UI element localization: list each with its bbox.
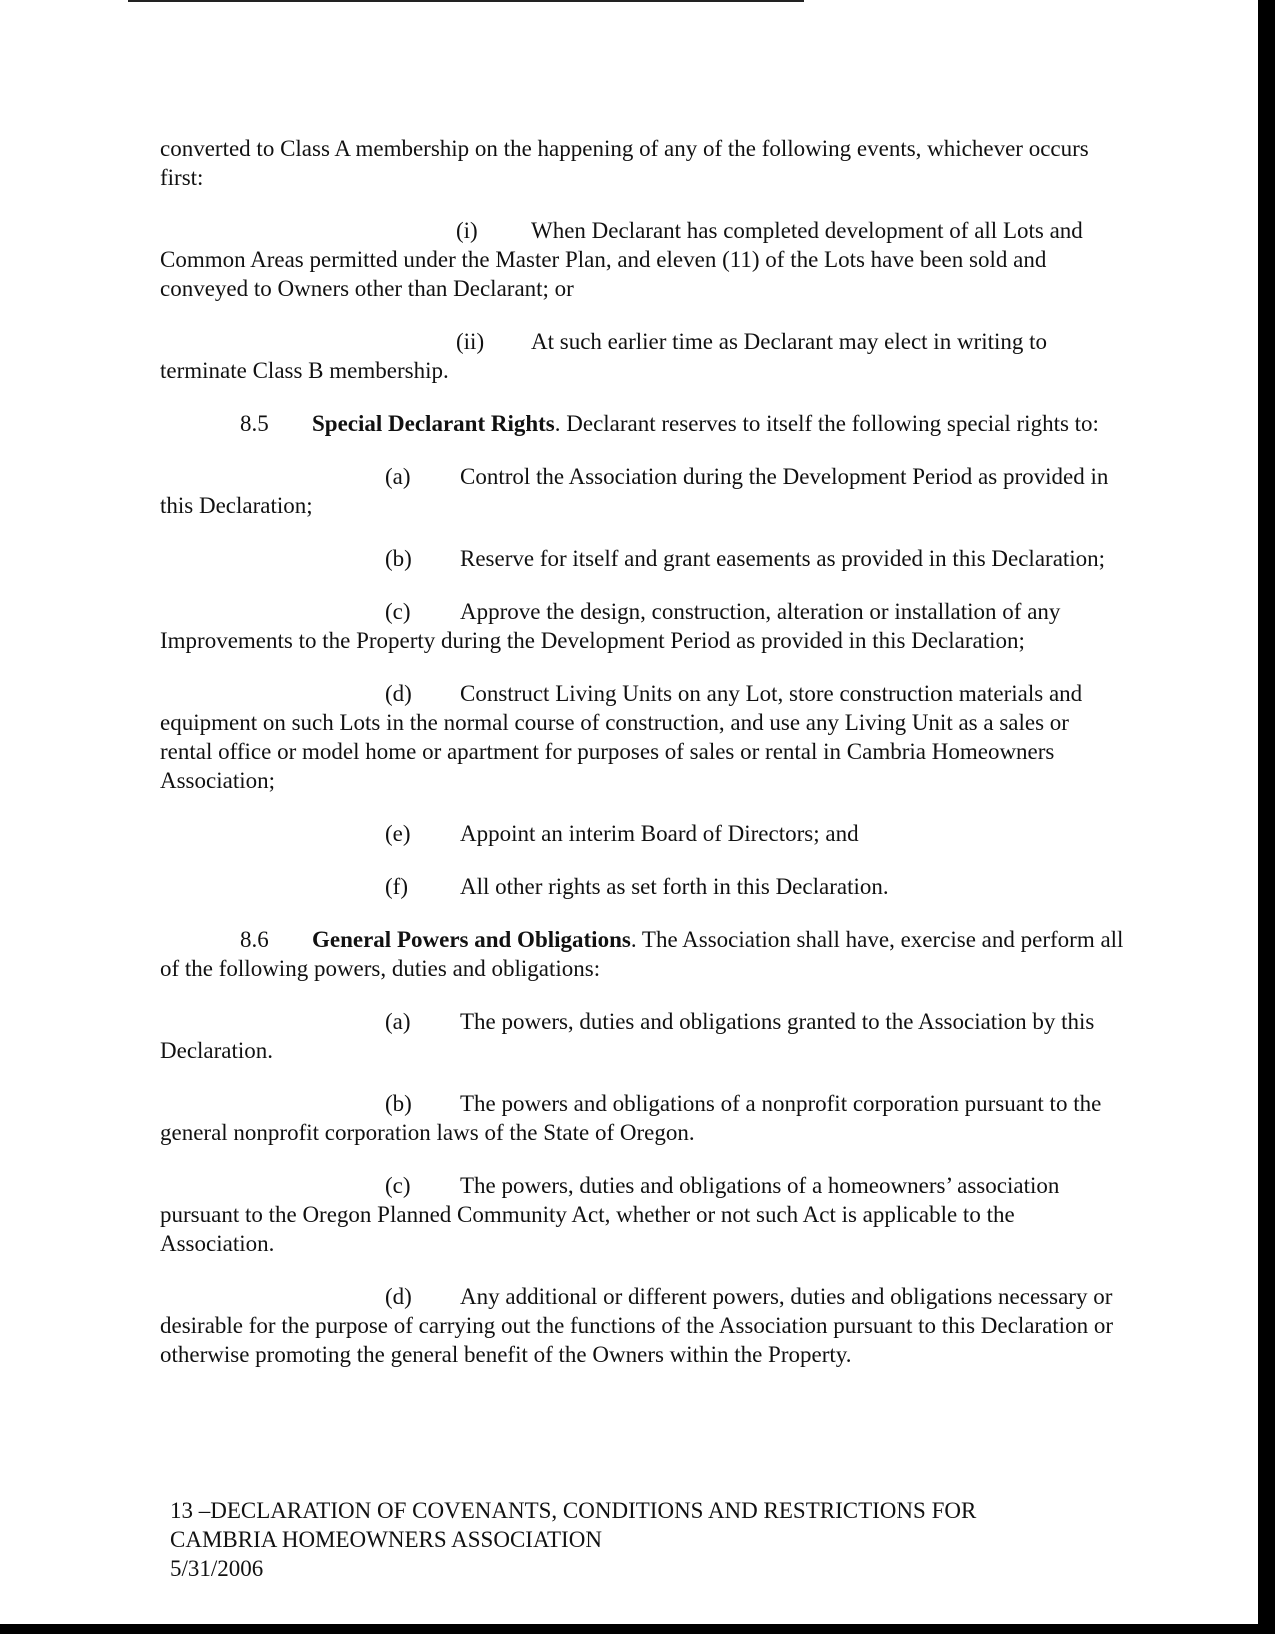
item-marker: (c): [385, 1173, 411, 1198]
item-marker: (d): [385, 681, 412, 706]
item-marker: (b): [385, 1091, 412, 1116]
item-marker: (a): [385, 464, 411, 489]
footer-date: 5/31/2006: [170, 1556, 264, 1581]
conversion-event-i: [160, 216, 1125, 303]
section-number: 8.5: [240, 411, 269, 436]
section-8-6-item-c: [160, 1171, 1125, 1258]
item-marker: (ii): [456, 329, 485, 354]
section-text: . The Association shall have, exercise and perform all of the following powers, duties and obligations:: [160, 927, 1124, 981]
section-8-5-item-d: [160, 679, 1125, 795]
item-text: Approve the design, construction, alteration or installation of any Improvements to the Property during the Development Period as provided in this Declaration;: [160, 599, 1061, 653]
item-marker: (i): [456, 218, 478, 243]
item-text: Control the Association during the Development Period as provided in this Declaration;: [160, 464, 1109, 518]
item-text: Appoint an interim Board of Directors; and: [460, 821, 859, 846]
item-marker: (a): [385, 1009, 411, 1034]
conversion-event-ii: [160, 327, 1125, 385]
section-8-6-item-d: [160, 1282, 1125, 1369]
item-text: Reserve for itself and grant easements as provided in this Declaration;: [460, 546, 1106, 571]
page-footer: [170, 1496, 1070, 1583]
top-rule: [128, 0, 804, 2]
item-text: At such earlier time as Declarant may elect in writing to terminate Class B membership.: [160, 329, 1048, 383]
section-8-5-item-b: [160, 544, 1125, 573]
item-marker: (b): [385, 546, 412, 571]
item-text: Any additional or different powers, duties and obligations necessary or desirable for the purpose of carrying out the functions of the Association pursuant to this Declaration or otherwise promoting the general benefit of the Owners within the Property.: [160, 1284, 1113, 1367]
section-8-5-item-f: [160, 872, 1125, 901]
item-text: When Declarant has completed development of all Lots and Common Areas permitted under the Master Plan, and eleven (11) of the Lots have been sold and conveyed to Owners other than Declarant; or: [160, 218, 1083, 301]
item-marker: (d): [385, 1284, 412, 1309]
section-text: . Declarant reserves to itself the following special rights to:: [554, 411, 1099, 436]
item-text: The powers and obligations of a nonprofit corporation pursuant to the general nonprofit corporation laws of the State of Oregon.: [160, 1091, 1102, 1145]
item-marker: (c): [385, 599, 411, 624]
item-text: All other rights as set forth in this Declaration.: [460, 874, 889, 899]
section-8-6-item-a: [160, 1007, 1125, 1065]
section-8-5-item-a: [160, 462, 1125, 520]
item-marker: (e): [385, 821, 411, 846]
section-number: 8.6: [240, 927, 269, 952]
item-text: The powers, duties and obligations of a homeowners’ association pursuant to the Oregon Planned Community Act, whether or not such Act is applicable to the Association.: [160, 1173, 1060, 1256]
section-8-5: [160, 409, 1125, 438]
section-heading: General Powers and Obligations: [312, 927, 631, 952]
footer-title-line-1: 13 –DECLARATION OF COVENANTS, CONDITIONS AND RESTRICTIONS FOR: [170, 1498, 977, 1523]
footer-title-line-2: CAMBRIA HOMEOWNERS ASSOCIATION: [170, 1527, 602, 1552]
section-8-5-item-e: [160, 819, 1125, 848]
section-8-5-item-c: [160, 597, 1125, 655]
section-8-6: [160, 925, 1125, 983]
intro-paragraph: converted to Class A membership on the happening of any of the following events, whichever occurs first:: [160, 136, 1089, 190]
item-marker: (f): [385, 874, 408, 899]
item-text: Construct Living Units on any Lot, store construction materials and equipment on such Lots in the normal course of construction, and use any Living Unit as a sales or rental office or model home or apartment for purposes of sales or rental in Cambria Homeowners Association;: [160, 681, 1083, 793]
section-heading: Special Declarant Rights: [312, 411, 555, 436]
item-text: The powers, duties and obligations granted to the Association by this Declaration.: [160, 1009, 1095, 1063]
document-body: [160, 134, 1125, 1393]
section-8-6-item-b: [160, 1089, 1125, 1147]
